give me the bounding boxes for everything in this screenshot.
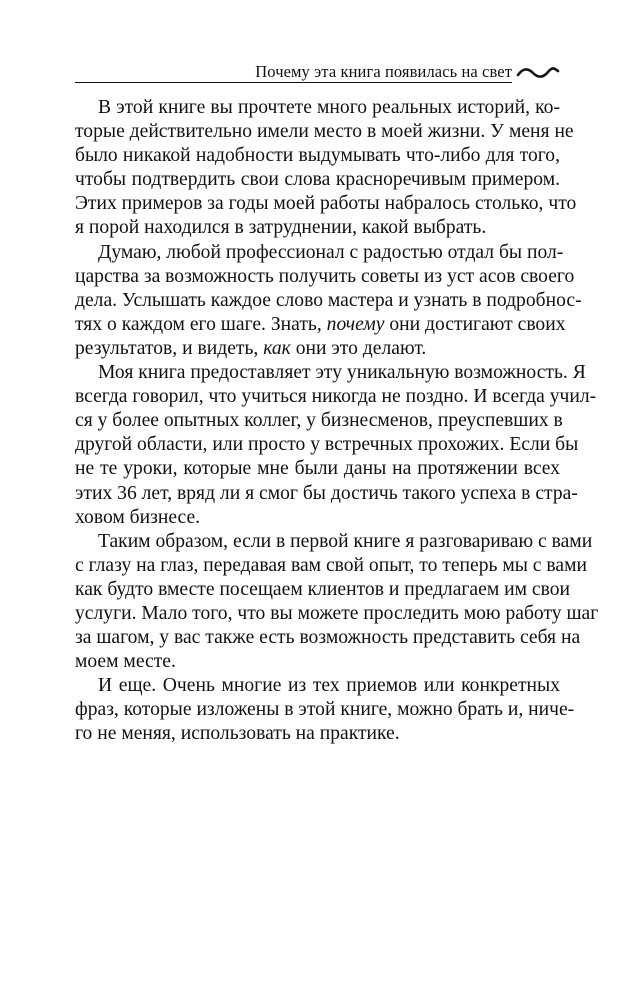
text-line: услуги. Мало того, что вы можете проследить мою работу шаг	[75, 602, 599, 624]
paragraph-1	[75, 96, 577, 241]
text-line: было никакой надобности выдумывать что-либо для того,	[75, 145, 560, 167]
text-line: В этой книге вы прочтете много реальных историй, ко-	[98, 97, 560, 118]
text-line: другой области, или просто у встречных прохожих. Если бы	[75, 434, 579, 456]
text-line: ховом бизнесе.	[75, 506, 201, 528]
text-line: не те уроки, которые мне были даны на протяжении всех	[75, 458, 560, 480]
text-line: торые действительно имели место в моей жизни. У меня не	[75, 121, 574, 143]
text-line: Этих примеров за годы моей работы набралось столько, что	[75, 193, 577, 215]
text-line: чтобы подтвердить свои слова красноречивым примером.	[75, 169, 560, 191]
text-line: го не меняя, использовать на практике.	[75, 723, 400, 745]
italic-emphasis: почему	[326, 313, 385, 335]
text-line: как будто вместе посещаем клиентов и предлагаем им свои	[75, 578, 570, 600]
text-line: я порой находился в затруднении, какой выбрать.	[75, 217, 487, 239]
text-line: И еще. Очень многие из тех приемов или конкретных	[98, 675, 560, 697]
text-segment: они это делают.	[290, 337, 427, 359]
text-line: Таким образом, если в первой книге я разговариваю с вами	[98, 530, 593, 552]
text-line: царства за возможность получить советы из уст асов своего	[75, 265, 575, 287]
paragraph-2	[75, 241, 582, 361]
text-line	[75, 337, 560, 361]
text-segment: результатов, и видеть,	[75, 337, 264, 359]
paragraph-5	[75, 674, 575, 746]
header-rule	[75, 82, 512, 83]
running-header	[75, 60, 560, 84]
running-header-title: Почему эта книга появилась на свет	[255, 62, 512, 81]
text-line: фраз, которые изложены в этой книге, можно брать и, ниче-	[75, 699, 575, 721]
text-line: Моя книга предоставляет эту уникальную возможность. Я	[98, 362, 586, 384]
italic-emphasis: как	[263, 337, 291, 359]
paragraph-4	[75, 530, 599, 675]
paragraph-3	[75, 361, 597, 530]
page-body	[75, 96, 599, 747]
swirl-ornament-icon	[516, 66, 560, 80]
text-line	[75, 313, 566, 337]
text-line: Думаю, любой профессионал с радостью отдал бы пол-	[98, 241, 564, 263]
text-line: за шагом, у вас также есть возможность представить себя на	[75, 627, 581, 649]
text-line: с глазу на глаз, передавая вам свой опыт, то теперь мы с вами	[75, 554, 587, 576]
text-line: дела. Услышать каждое слово мастера и узнать в подробнос-	[75, 289, 582, 311]
text-line: ся у более опытных коллег, у бизнесменов, преуспевших в	[75, 410, 563, 432]
text-line: этих 36 лет, вряд ли я смог бы достичь такого успеха в стра-	[75, 482, 578, 504]
text-line: моем месте.	[75, 651, 176, 673]
text-segment: они достигают своих	[384, 313, 566, 335]
text-line: всегда говорил, что учиться никогда не поздно. И всегда учил-	[75, 386, 597, 408]
text-segment: тях о каждом его шаге. Знать,	[75, 313, 327, 335]
